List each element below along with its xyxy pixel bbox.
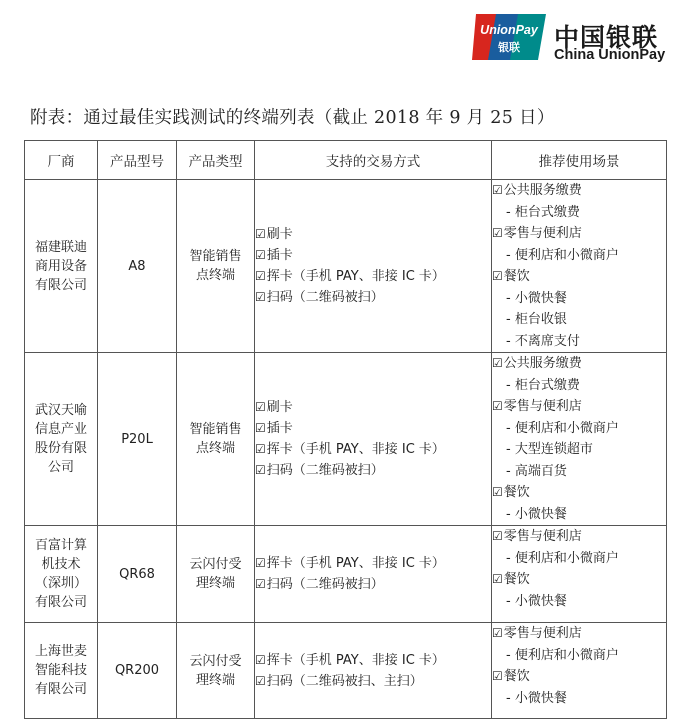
scenario-subitem — [492, 548, 666, 570]
scenario-text: 餐饮 — [503, 269, 530, 284]
checkbox-checked-icon: ☑ — [492, 269, 503, 283]
scenario-subitem — [492, 645, 666, 667]
type-line: 智能销售 — [189, 249, 242, 264]
table-header-row — [25, 141, 667, 180]
scenario-subitem — [492, 288, 666, 310]
header-vendor: 厂商 — [25, 141, 98, 180]
scenario-category — [492, 266, 666, 288]
scenario-text: 餐饮 — [503, 669, 530, 684]
unionpay-logo-icon — [470, 12, 548, 62]
vendor-line: 百富计算 — [34, 538, 87, 553]
method-text: 插卡 — [266, 248, 293, 263]
table-row — [25, 526, 667, 623]
scenario-subitem — [492, 331, 666, 353]
scenario-text: - 不离席支付 — [506, 333, 580, 349]
vendor-line: 上海世麦 — [34, 644, 87, 659]
scenario-text: - 高端百货 — [506, 463, 567, 479]
scenario-text: - 小微快餐 — [506, 290, 567, 306]
scenario-text: - 小微快餐 — [506, 506, 567, 522]
scenario-subitem — [492, 504, 666, 526]
checkbox-checked-icon: ☑ — [492, 529, 503, 543]
logo-name-cn: 中国银联 — [554, 23, 659, 52]
scenario-category — [492, 223, 666, 245]
vendor-line: 武汉天喻 — [34, 403, 87, 418]
method-item — [255, 418, 491, 439]
method-text: 刷卡 — [266, 227, 293, 242]
checkbox-checked-icon: ☑ — [492, 626, 503, 640]
model-cell — [98, 623, 177, 719]
type-cell — [177, 353, 255, 526]
header-type: 产品类型 — [177, 141, 255, 180]
model-cell — [98, 526, 177, 623]
china-unionpay-logo — [470, 12, 685, 64]
checkbox-checked-icon: ☑ — [255, 577, 266, 591]
checkbox-checked-icon: ☑ — [255, 463, 266, 477]
scenario-category — [492, 569, 666, 591]
scenario-subitem — [492, 375, 666, 397]
scenario-text: 零售与便利店 — [503, 529, 582, 544]
scenario-category — [492, 353, 666, 375]
scenario-subitem — [492, 439, 666, 461]
scenario-text: 公共服务缴费 — [503, 183, 582, 198]
checkbox-checked-icon: ☑ — [255, 673, 266, 688]
table-row — [25, 623, 667, 719]
logo-name-en: China UnionPay — [554, 47, 666, 63]
scenario-subitem — [492, 418, 666, 440]
scenario-subitem — [492, 202, 666, 224]
method-text: 扫码（二维码被扫） — [266, 577, 384, 592]
checkbox-checked-icon: ☑ — [492, 399, 503, 413]
method-item — [255, 266, 491, 287]
scenario-subitem — [492, 688, 666, 710]
scenario-text: - 便利店和小微商户 — [506, 550, 619, 566]
method-item — [255, 553, 491, 574]
type-cell — [177, 623, 255, 719]
vendor-line: 有限公司 — [34, 277, 87, 293]
methods-cell — [255, 353, 492, 526]
type-line: 云闪付受 — [189, 653, 242, 669]
vendor-cell — [25, 526, 98, 623]
header-model: 产品型号 — [98, 141, 177, 180]
scenario-text: - 柜台式缴费 — [506, 377, 580, 393]
checkbox-checked-icon: ☑ — [255, 442, 266, 456]
vendor-cell — [25, 623, 98, 719]
type-line: 云闪付受 — [189, 557, 242, 572]
method-item — [255, 439, 491, 460]
method-text: 扫码（二维码被扫、主扫） — [266, 673, 423, 689]
vendor-line: 商用设备 — [34, 258, 87, 274]
checkbox-checked-icon: ☑ — [492, 485, 503, 499]
method-item — [255, 671, 491, 692]
checkbox-checked-icon: ☑ — [255, 227, 266, 241]
checkbox-checked-icon: ☑ — [255, 248, 266, 262]
scenario-category — [492, 396, 666, 418]
terminal-table — [24, 140, 667, 719]
header-scenarios: 推荐使用场景 — [492, 141, 667, 180]
vendor-line: 信息产业 — [34, 422, 87, 437]
checkbox-checked-icon: ☑ — [492, 669, 503, 683]
scenario-text: - 柜台收银 — [506, 312, 567, 327]
method-item — [255, 574, 491, 595]
scenario-category — [492, 180, 666, 202]
checkbox-checked-icon: ☑ — [255, 290, 266, 304]
scenario-text: 零售与便利店 — [503, 399, 582, 414]
model-text: P20L — [121, 431, 153, 447]
scenario-text: 餐饮 — [503, 572, 530, 587]
scenario-text: - 便利店和小微商户 — [506, 647, 619, 663]
scenario-category — [492, 623, 666, 645]
logo-mark-line1: UnionPay — [480, 23, 538, 37]
scenarios-cell — [492, 526, 667, 623]
scenarios-cell — [492, 353, 667, 526]
checkbox-checked-icon: ☑ — [255, 556, 266, 570]
method-text: 挥卡（手机 PAY、非接 IC 卡） — [266, 556, 445, 571]
scenario-text: 公共服务缴费 — [503, 356, 582, 371]
model-cell — [98, 180, 177, 353]
method-item — [255, 397, 491, 418]
scenario-category — [492, 482, 666, 504]
method-item — [255, 287, 491, 308]
scenario-text: 零售与便利店 — [503, 226, 582, 241]
vendor-line: 公司 — [47, 460, 74, 475]
scenario-category — [492, 666, 666, 688]
checkbox-checked-icon: ☑ — [255, 652, 266, 667]
table-row — [25, 353, 667, 526]
model-cell — [98, 353, 177, 526]
method-item — [255, 650, 491, 671]
scenario-text: - 柜台式缴费 — [506, 204, 580, 220]
model-text: QR68 — [119, 566, 155, 582]
methods-cell — [255, 623, 492, 719]
scenario-text: - 大型连锁超市 — [506, 442, 593, 457]
methods-cell — [255, 526, 492, 623]
vendor-line: 有限公司 — [34, 595, 87, 610]
vendor-line: 机技术 — [41, 557, 81, 572]
table-row — [25, 180, 667, 353]
method-item — [255, 224, 491, 245]
header-methods: 支持的交易方式 — [255, 141, 492, 180]
method-item — [255, 245, 491, 266]
type-line: 智能销售 — [189, 422, 242, 437]
vendor-line: 有限公司 — [34, 682, 87, 697]
checkbox-checked-icon: ☑ — [492, 183, 503, 197]
vendor-line: 福建联迪 — [34, 239, 87, 255]
scenario-text: - 小微快餐 — [506, 593, 567, 609]
checkbox-checked-icon: ☑ — [492, 572, 503, 586]
scenario-text: - 便利店和小微商户 — [506, 420, 619, 436]
page-title: 附表：通过最佳实践测试的终端列表（截止 2018 年 9 月 25 日） — [30, 108, 555, 128]
scenario-subitem — [492, 309, 666, 331]
vendor-cell — [25, 353, 98, 526]
checkbox-checked-icon: ☑ — [255, 400, 266, 414]
scenario-category — [492, 526, 666, 548]
scenario-text: - 小微快餐 — [506, 690, 567, 706]
checkbox-checked-icon: ☑ — [492, 226, 503, 240]
type-cell — [177, 526, 255, 623]
checkbox-checked-icon: ☑ — [255, 421, 266, 435]
scenario-subitem — [492, 245, 666, 267]
method-item — [255, 460, 491, 481]
vendor-line: （深圳） — [34, 576, 87, 591]
scenario-text: 零售与便利店 — [503, 626, 582, 641]
checkbox-checked-icon: ☑ — [492, 356, 503, 370]
method-text: 挥卡（手机 PAY、非接 IC 卡） — [266, 269, 445, 284]
method-text: 插卡 — [266, 421, 293, 436]
method-text: 挥卡（手机 PAY、非接 IC 卡） — [266, 652, 445, 668]
model-text: A8 — [128, 258, 146, 274]
type-line: 点终端 — [195, 441, 235, 456]
scenario-subitem — [492, 461, 666, 483]
type-cell — [177, 180, 255, 353]
type-line: 理终端 — [195, 576, 235, 591]
model-text: QR200 — [114, 663, 160, 678]
scenarios-cell — [492, 623, 667, 719]
vendor-line: 股份有限 — [34, 441, 87, 456]
vendor-line: 智能科技 — [34, 663, 87, 678]
methods-cell — [255, 180, 492, 353]
scenario-text: - 便利店和小微商户 — [506, 247, 619, 263]
vendor-cell — [25, 180, 98, 353]
method-text: 扫码（二维码被扫） — [266, 463, 384, 478]
logo-mark-line2: 银联 — [498, 41, 520, 54]
scenario-text: 餐饮 — [503, 485, 530, 500]
type-line: 理终端 — [195, 672, 235, 688]
method-text: 挥卡（手机 PAY、非接 IC 卡） — [266, 442, 445, 457]
checkbox-checked-icon: ☑ — [255, 269, 266, 283]
method-text: 刷卡 — [266, 400, 293, 415]
method-text: 扫码（二维码被扫） — [266, 290, 384, 305]
scenario-subitem — [492, 591, 666, 613]
scenarios-cell — [492, 180, 667, 353]
type-line: 点终端 — [195, 268, 235, 283]
